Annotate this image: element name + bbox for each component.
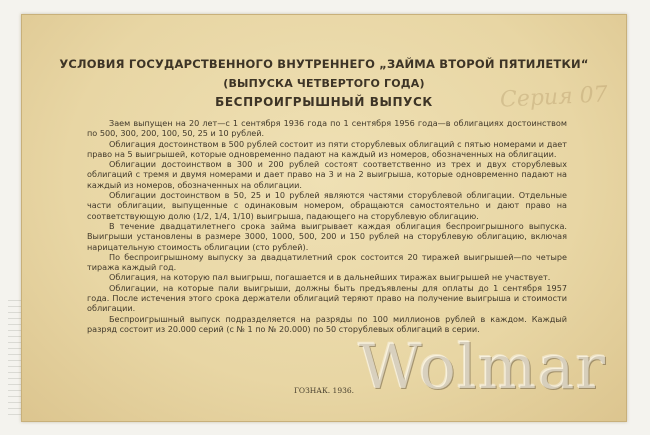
terms-paragraph: Облигации достоинством в 50, 25 и 10 рублей являются частями сторублевой облигации. Отдельные части облигации, выпущенные с одинаковым номером, обращаются самостоятельно и дают право на соответствующую долю (1/2, 1/4, 1/10) выигрыша, падающего на сторублевую облигацию. [87,190,567,221]
terms-paragraph: По беспроигрышному выпуску за двадцатилетний срок состоится 20 тиражей выигрышей—по четыре тиража каждый год. [87,251,567,273]
terms-paragraph: Облигация достоинством в 500 рублей состоит из пяти сторублевых облигаций с пятью номерами и дает право на 5 выигрышей, которые одновременно падают на каждый из номеров, обозначенных на облигации. [87,138,567,159]
terms-paragraph: Беспроигрышный выпуск подразделяется на разряды по 100 миллионов рублей в каждом. Каждый разряд состоит из 20.000 серий (с № 1 по № 20.000) по 50 сторублевых облигаций в серии. [87,313,567,334]
terms-paragraph: Облигации достоинством в 300 и 200 рублей состоят соответственно из трех и двух сторублевых облигаций с тремя и двумя номерами и дает право на 3 и на 2 выигрыша, которые одновременно падают на каждый из номеров, обозначенных на облигации. [87,159,567,190]
document-title: УСЛОВИЯ ГОСУДАРСТВЕННОГО ВНУТРЕННЕГО „ЗАЙМА ВТОРОЙ ПЯТИЛЕТКИ“ [59,57,589,71]
terms-text [87,118,567,334]
watermark-logo: Wolmar [358,330,607,403]
document-subtitle: (ВЫПУСКА ЧЕТВЕРТОГО ГОДА) [223,77,425,90]
printer-imprint: ГОЗНАК. 1936. [293,386,355,395]
show-through-print: Серия 07 [499,82,609,113]
issue-type-heading: БЕСПРОИГРЫШНЫЙ ВЫПУСК [215,95,433,109]
terms-paragraph: Заем выпущен на 20 лет—с 1 сентября 1936 года по 1 сентября 1956 года—в облигациях достоинством по 500, 300, 200, 100, 50, 25 и 10 рублей. [87,118,567,139]
terms-paragraph: В течение двадцатилетнего срока займа выигрывает каждая облигация беспроигрышного выпуска. Выигрыши установлены в размере 3000, 1000, 500, 200 и 150 рублей на сторублевую облигацию, включая нарицательную стоимость облигации (сто рублей). [87,220,567,252]
terms-paragraph: Облигация, на которую пал выигрыш, погашается и в дальнейших тиражах выигрышей не участвует. [109,272,551,283]
terms-paragraph: Облигации, на которые пали выигрыши, должны быть предъявлены для оплаты до 1 сентября 1957 года. После истечения этого срока держатели облигаций теряют право на получение выигрыша и стоимости облигации. [87,282,567,314]
